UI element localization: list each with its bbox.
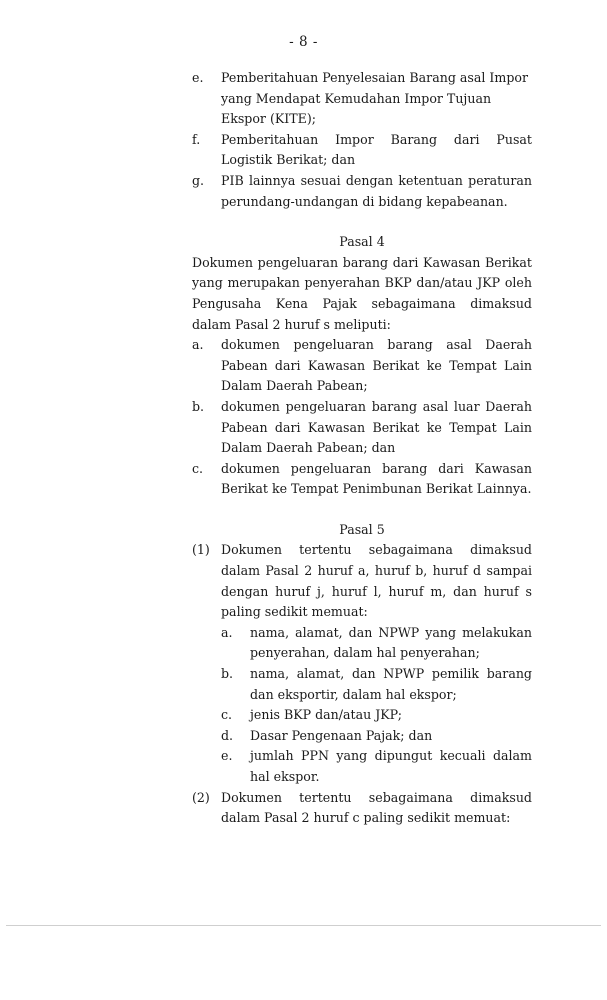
list-marker: b. (192, 398, 205, 414)
list-marker: a. (192, 337, 204, 353)
ayat-2 (192, 788, 532, 829)
ayat-1 (192, 540, 532, 622)
list-item-text: dokumen pengeluaran barang asal luar Daerah Pabean dari Kawasan Berikat ke Tempat Lain Dalam Daerah Pabean; dan (221, 398, 532, 456)
list-item-a (221, 623, 532, 664)
list-marker: a. (221, 624, 233, 640)
list-item-g (192, 171, 532, 212)
list-marker: c. (192, 460, 204, 476)
list-item-c (221, 705, 532, 726)
list-item-e (192, 68, 532, 130)
ayat-marker: (2) (192, 789, 210, 805)
list-item-text: Pemberitahuan Penyelesaian Barang asal Impor yang Mendapat Kemudahan Impor Tujuan Ekspor (KITE); (221, 70, 528, 127)
list-marker: g. (192, 172, 205, 188)
list-item-text: jumlah PPN yang dipungut kecuali dalam hal ekspor. (250, 748, 532, 784)
list-item-text: jenis BKP dan/atau JKP; (250, 707, 402, 723)
list-marker: b. (221, 666, 234, 682)
list-item-text: PIB lainnya sesuai dengan ketentuan peraturan perundang-undangan di bidang kepabeanan. (221, 172, 532, 209)
document-body (192, 68, 532, 829)
list-item-f (192, 130, 532, 171)
list-item-d (221, 726, 532, 747)
list-item-e (221, 746, 532, 787)
list-item-text: Dasar Pengenaan Pajak; dan (250, 727, 433, 743)
pasal-4-list (192, 335, 532, 500)
list-item-text: dokumen pengeluaran barang asal Daerah Pabean dari Kawasan Berikat ke Tempat Lain Dalam Daerah Pabean; (221, 337, 532, 394)
pasal-4-heading: Pasal 4 (339, 234, 385, 250)
list-marker: e. (192, 70, 204, 85)
list-marker: d. (221, 727, 234, 743)
list-item-text: Pemberitahuan Impor Barang dari Pusat Logistik Berikat; dan (221, 131, 532, 168)
page-bottom-divider (6, 925, 601, 926)
list-item-b (221, 664, 532, 705)
list-item-text: nama, alamat, dan NPWP pemilik barang dan eksportir, dalam hal ekspor; (250, 666, 532, 702)
pasal-4-intro: Dokumen pengeluaran barang dari Kawasan Berikat yang merupakan penyerahan BKP dan/atau JKP oleh Pengusaha Kena Pajak sebagaimana dimaksud dalam Pasal 2 huruf s meliputi: (192, 254, 532, 332)
ayat-1-list (221, 623, 532, 788)
list-item-c (192, 459, 532, 500)
pasal-5-heading: Pasal 5 (339, 521, 385, 537)
ayat-text: Dokumen tertentu sebagaimana dimaksud dalam Pasal 2 huruf c paling sedikit memuat: (221, 789, 532, 826)
list-item-text: dokumen pengeluaran barang dari Kawasan Berikat ke Tempat Penimbunan Berikat Lainnya. (221, 460, 532, 497)
list-item-b (192, 397, 532, 459)
list-marker: f. (192, 131, 201, 147)
page-number: - 8 - (289, 34, 318, 50)
ayat-text: Dokumen tertentu sebagaimana dimaksud dalam Pasal 2 huruf a, huruf b, huruf d sampai dengan huruf j, huruf l, huruf m, dan huruf s paling sedikit memuat: (221, 542, 532, 620)
list-marker: e. (221, 748, 233, 764)
list-item-a (192, 335, 532, 397)
list-item-text: nama, alamat, dan NPWP yang melakukan penyerahan, dalam hal penyerahan; (250, 624, 532, 661)
list-marker: c. (221, 707, 233, 723)
ayat-marker: (1) (192, 542, 210, 558)
list-continuation (192, 68, 532, 212)
